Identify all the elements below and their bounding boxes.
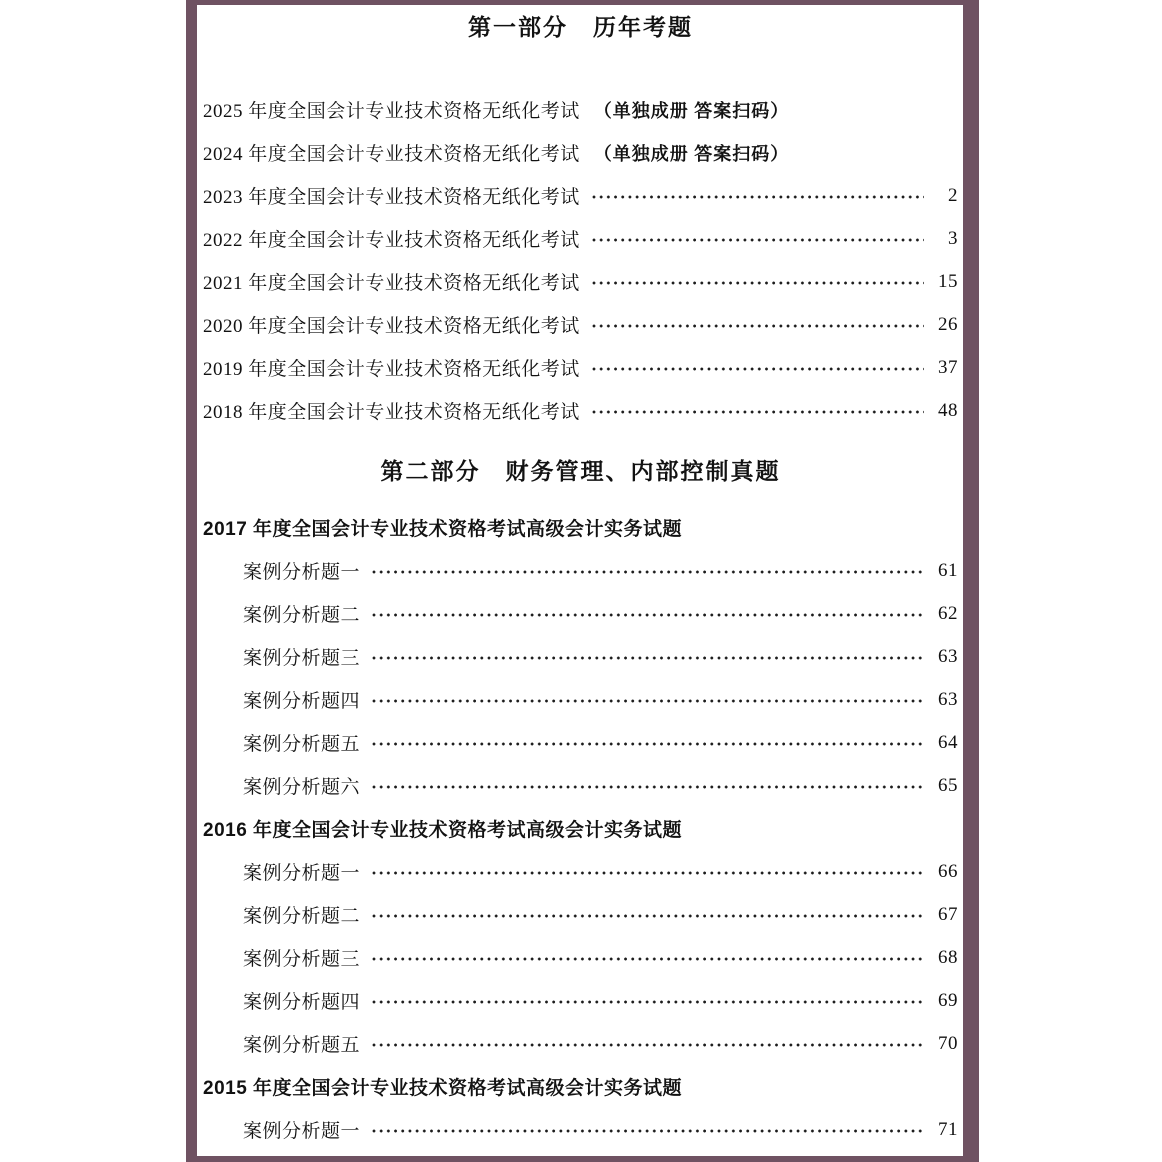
dot-leader: [372, 871, 924, 875]
case-item: [203, 678, 958, 721]
section-title-text: 2017 年度全国会计专业技术资格考试高级会计实务试题: [203, 519, 683, 540]
case-item-title: 案例分析题一: [243, 1121, 361, 1142]
case-item-title: 案例分析题一: [243, 863, 361, 884]
dot-leader: [372, 656, 924, 660]
part1-heading: 第一部分 历年考题: [468, 15, 693, 40]
toc-content: [203, 6, 958, 1151]
case-item-page: 66: [938, 860, 958, 882]
case-item-page: 63: [938, 645, 958, 667]
toc-entry-title: 2025 年度全国会计专业技术资格无纸化考试: [203, 101, 580, 122]
part2-heading: 第二部分 财务管理、内部控制真题: [380, 459, 781, 484]
section-title: [203, 1065, 958, 1108]
toc-entry-title: 2022 年度全国会计专业技术资格无纸化考试: [203, 230, 580, 251]
dot-leader: [592, 281, 924, 285]
dot-leader: [592, 367, 924, 371]
section-title: [203, 506, 958, 549]
toc-entry: [203, 303, 958, 346]
toc-entry: [203, 260, 958, 303]
case-item: [203, 721, 958, 764]
toc-entry: [203, 346, 958, 389]
toc-entry: [203, 389, 958, 432]
dot-leader: [372, 957, 924, 961]
page-edge-bottom: [186, 1156, 979, 1162]
dot-leader: [592, 324, 924, 328]
toc-entry-page: 15: [938, 270, 958, 292]
case-item: [203, 592, 958, 635]
page-edge-right: [963, 0, 979, 1162]
case-item: [203, 764, 958, 807]
dot-leader: [372, 570, 924, 574]
toc-entry: [203, 88, 958, 131]
dot-leader: [372, 742, 924, 746]
case-item: [203, 635, 958, 678]
case-item-page: 70: [938, 1032, 958, 1054]
case-item-title: 案例分析题四: [243, 691, 361, 712]
case-item-page: 64: [938, 731, 958, 753]
toc-entry-page: 48: [938, 399, 958, 421]
page-edge-top: [186, 0, 979, 5]
toc-entry-title: 2019 年度全国会计专业技术资格无纸化考试: [203, 359, 580, 380]
case-item-title: 案例分析题六: [243, 777, 361, 798]
case-item-page: 61: [938, 559, 958, 581]
dot-leader: [592, 410, 924, 414]
toc-entry-note: （单独成册 答案扫码）: [593, 100, 790, 121]
dot-leader: [372, 1000, 924, 1004]
dot-leader: [372, 914, 924, 918]
case-item-page: 63: [938, 688, 958, 710]
toc-entry-title: 2021 年度全国会计专业技术资格无纸化考试: [203, 273, 580, 294]
case-item: [203, 893, 958, 936]
toc-entry-title: 2024 年度全国会计专业技术资格无纸化考试: [203, 144, 580, 165]
toc-entry: [203, 131, 958, 174]
toc-entry-note: （单独成册 答案扫码）: [593, 143, 790, 164]
toc-entry-title: 2023 年度全国会计专业技术资格无纸化考试: [203, 187, 580, 208]
case-item: [203, 936, 958, 979]
dot-leader: [592, 238, 924, 242]
case-item: [203, 1022, 958, 1065]
case-item-title: 案例分析题四: [243, 992, 361, 1013]
toc-entry: [203, 174, 958, 217]
case-item-title: 案例分析题三: [243, 648, 361, 669]
toc-entry-page: 2: [948, 184, 958, 206]
case-item-title: 案例分析题三: [243, 949, 361, 970]
case-item-title: 案例分析题二: [243, 906, 361, 927]
toc-entry-page: 3: [948, 227, 958, 249]
dot-leader: [372, 1129, 924, 1133]
case-item-page: 71: [938, 1118, 958, 1140]
case-item-title: 案例分析题五: [243, 1035, 361, 1056]
section-title-text: 2016 年度全国会计专业技术资格考试高级会计实务试题: [203, 820, 683, 841]
case-item: [203, 1108, 958, 1151]
case-item: [203, 549, 958, 592]
case-item: [203, 979, 958, 1022]
case-item-title: 案例分析题二: [243, 605, 361, 626]
toc-entry-title: 2020 年度全国会计专业技术资格无纸化考试: [203, 316, 580, 337]
case-item-title: 案例分析题一: [243, 562, 361, 583]
case-item-page: 69: [938, 989, 958, 1011]
case-item-page: 65: [938, 774, 958, 796]
section-title: [203, 807, 958, 850]
case-item-page: 68: [938, 946, 958, 968]
toc-entry-title: 2018 年度全国会计专业技术资格无纸化考试: [203, 402, 580, 423]
dot-leader: [372, 1043, 924, 1047]
case-item-page: 67: [938, 903, 958, 925]
dot-leader: [592, 195, 924, 199]
toc-entry: [203, 217, 958, 260]
dot-leader: [372, 699, 924, 703]
toc-entry-page: 26: [938, 313, 958, 335]
dot-leader: [372, 613, 924, 617]
section-title-text: 2015 年度全国会计专业技术资格考试高级会计实务试题: [203, 1078, 683, 1099]
page-edge-left: [186, 0, 197, 1162]
toc-entry-page: 37: [938, 356, 958, 378]
case-item: [203, 850, 958, 893]
case-item-page: 62: [938, 602, 958, 624]
case-item-title: 案例分析题五: [243, 734, 361, 755]
dot-leader: [372, 785, 924, 789]
